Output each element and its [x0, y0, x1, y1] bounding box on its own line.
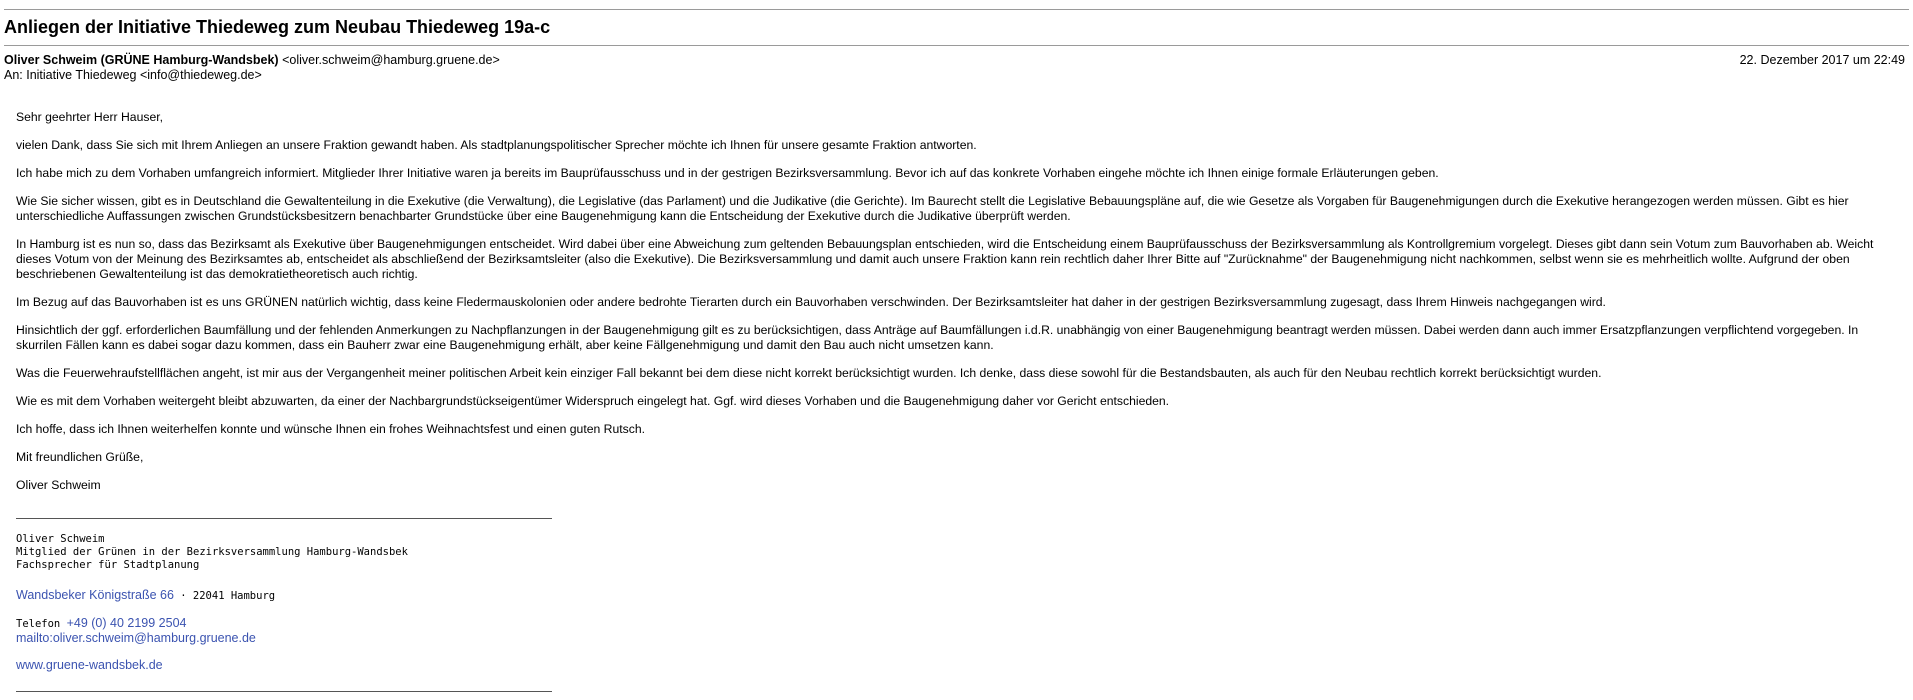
subject-rule — [4, 45, 1909, 46]
recipient-line[interactable]: An: Initiative Thiedeweg <info@thiedeweg.de> — [4, 68, 262, 82]
email-link[interactable]: mailto:oliver.schweim@hamburg.gruene.de — [16, 631, 256, 645]
signature-block — [16, 533, 408, 672]
email-body — [16, 110, 1905, 506]
signature-phone — [16, 616, 408, 631]
signature-name: Oliver Schweim — [16, 533, 105, 545]
sender-signoff: Oliver Schweim — [16, 478, 101, 492]
email-date: 22. Dezember 2017 um 22:49 — [1739, 53, 1905, 67]
sender-email[interactable]: <oliver.schweim@hamburg.gruene.de> — [282, 53, 500, 67]
body-paragraph: Ich habe mich zu dem Vorhaben umfangreich informiert. Mitglieder Ihrer Initiative waren ja bereits im Bauprüfausschuss und in der gestrigen Bezirksversammlung. Bevor ich auf das konkrete Vorhaben eingehe möchte ich Ihnen einige formale Erläuterungen geben. — [16, 166, 1439, 180]
body-paragraph: Wie es mit dem Vorhaben weitergeht bleibt abzuwarten, da einer der Nachbargrundstückseigentümer Widerspruch eingelegt hat. Ggf. wird dieses Vorhaben und die Baugenehmigung daher vor Gericht entschieden. — [16, 394, 1170, 408]
body-paragraph: vielen Dank, dass Sie sich mit Ihrem Anliegen an unsere Fraktion gewandt haben. Als stadtplanungspolitischer Sprecher möchte ich Ihnen für unsere gesamte Fraktion antworten. — [16, 138, 977, 152]
signature-rule-bottom — [16, 691, 552, 692]
phone-label: Telefon — [16, 618, 67, 630]
body-paragraph: In Hamburg ist es nun so, dass das Bezirksamt als Exekutive über Baugenehmigungen entscheidet. Wird dabei über eine Abweichung zum geltenden Bebauungsplan entschieden, wird die Entscheidung einem Bauprüfausschuss der Bezirksversammlung als Kontrollgremium vorgelegt. Dieses gibt dann sein Votum zum Bauvorhaben ab. Weicht dieses Votum von der Meinung des Bezirksamtes ab, entscheidet als abschließend der Bezirksamtsleiter (also die Exekutive). Die Bezirksversammlung und damit auch unsere Fraktion kann rein rechtlich daher Ihrer Bitte auf "Zurücknahme" der Baugenehmigung nicht nachkommen, selbst wenn sie es mehrheitlich wollte. Aufgrund der oben beschriebenen Gewaltenteilung ist das demokratietheoretisch auch richtig. — [16, 237, 1874, 281]
from-line — [4, 53, 1909, 68]
body-paragraph: Im Bezug auf das Bauvorhaben ist es uns GRÜNEN natürlich wichtig, dass keine Fledermauskolonien oder andere bedrohte Tierarten durch ein Bauvorhaben verschwinden. Der Bezirksamtsleiter hat daher in der gestrigen Bezirksversammlung zugesagt, dass Ihrem Hinweis nachgegangen wird. — [16, 295, 1606, 309]
top-rule — [4, 9, 1909, 10]
body-paragraph: Was die Feuerwehraufstellflächen angeht, ist mir aus der Vergangenheit meiner politischen Arbeit kein einziger Fall bekannt bei dem diese nicht korrekt berücksichtigt wurden. Ich denke, dass diese sowohl für die Bestandsbauten, als auch für den Neubau rechtlich korrekt berücksichtigt wurden. — [16, 366, 1602, 380]
body-paragraph: Hinsichtlich der ggf. erforderlichen Baumfällung und der fehlenden Anmerkungen zu Nachpflanzungen in der Baugenehmigung gilt es zu berücksichtigen, dass Anträge auf Baumfällungen i.d.R. unabhängig von einer Baugenehmigung beantragt werden müssen. Dabei werden dann auch immer Ersatzpflanzungen verpflichtend vorgegeben. In skurrilen Fällen kann es dabei sogar dazu kommen, dass ein Bauherr zwar eine Baugenehmigung erhält, aber keine Fällgenehmigung und damit den Bau auch nicht umsetzen kann. — [16, 323, 1859, 352]
phone-link[interactable]: +49 (0) 40 2199 2504 — [66, 616, 187, 630]
sender-name[interactable]: Oliver Schweim (GRÜNE Hamburg-Wandsbek) — [4, 53, 279, 67]
address-city: · 22041 Hamburg — [173, 590, 276, 602]
address-link[interactable]: Wandsbeker Königstraße 66 — [16, 588, 174, 602]
signature-role: Mitglied der Grünen in der Bezirksversammlung Hamburg-Wandsbek — [16, 546, 408, 558]
signature-role: Fachsprecher für Stadtplanung — [16, 559, 200, 571]
signature-rule-top — [16, 518, 552, 519]
body-paragraph: Sehr geehrter Herr Hauser, — [16, 110, 163, 124]
signature-address — [16, 588, 408, 603]
body-paragraph: Wie Sie sicher wissen, gibt es in Deutschland die Gewaltenteilung in die Exekutive (die Verwaltung), die Legislative (das Parlament) und die Judikative (die Gerichte). Im Baurecht stellt die Legislative Bebauungspläne auf, die wie Gesetze als Vorgaben für Baugenehmigungen durch die Exekutive herangezogen werden müssen. Gibt es hier unterschiedliche Auffassungen zwischen Grundstücksbesitzern benachbarter Grundstücke über eine Baugenehmigung kann die Entscheidung der Exekutive durch die Judikative überprüft werden. — [16, 194, 1849, 223]
body-paragraph: Ich hoffe, dass ich Ihnen weiterhelfen konnte und wünsche Ihnen ein frohes Weihnachtsfest und einen guten Rutsch. — [16, 422, 645, 436]
closing: Mit freundlichen Grüße, — [16, 450, 144, 464]
email-header — [4, 53, 1909, 83]
email-subject: Anliegen der Initiative Thiedeweg zum Neubau Thiedeweg 19a-c — [4, 17, 551, 37]
website-link[interactable]: www.gruene-wandsbek.de — [16, 658, 163, 672]
